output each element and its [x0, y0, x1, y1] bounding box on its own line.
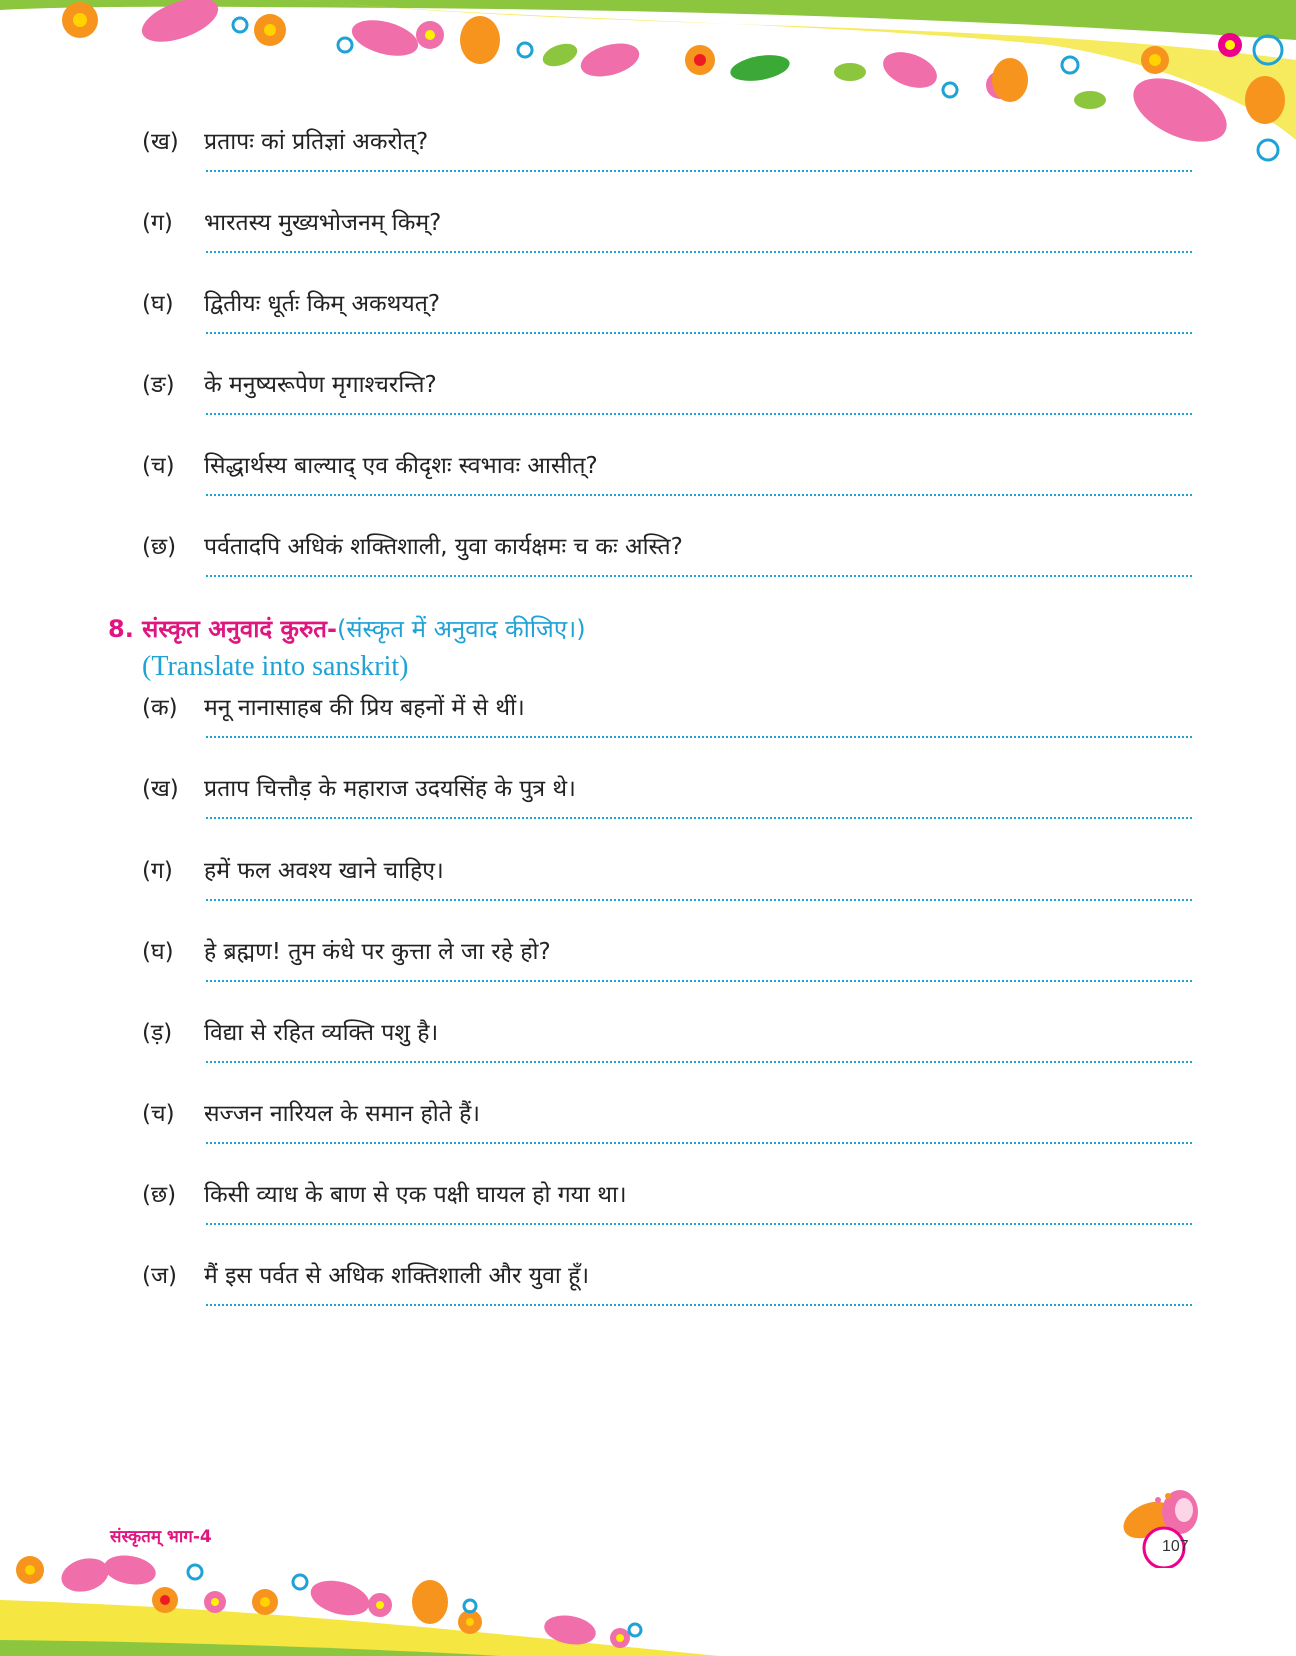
section-english-instruction: (Translate into sanskrit) — [142, 651, 409, 682]
question-text: विद्या से रहित व्यक्ति पशु है। — [204, 1020, 439, 1046]
section-title: 8. संस्कृत अनुवादं कुरुत- — [108, 615, 337, 643]
answer-line[interactable] — [206, 736, 1192, 738]
bottom-decorative-border — [0, 1530, 1296, 1656]
question-item — [142, 450, 1192, 482]
question-item — [142, 207, 1192, 239]
answer-line[interactable] — [206, 413, 1192, 415]
answer-line[interactable] — [206, 494, 1192, 496]
question-marker: (घ) — [142, 939, 174, 965]
question-text: मैं इस पर्वत से अधिक शक्तिशाली और युवा हूँ। — [204, 1263, 590, 1289]
question-item — [142, 936, 1192, 968]
section-heading — [108, 612, 586, 646]
question-item — [142, 1260, 1192, 1292]
answer-line[interactable] — [206, 575, 1192, 577]
question-text: द्वितीयः धूर्तः किम् अकथयत्? — [204, 291, 441, 317]
answer-line[interactable] — [206, 170, 1192, 172]
section-hindi-instruction: (संस्कृत में अनुवाद कीजिए।) — [336, 615, 586, 643]
question-text: किसी व्याध के बाण से एक पक्षी घायल हो गया था। — [204, 1182, 627, 1208]
question-marker: (ङ) — [142, 372, 175, 398]
question-item — [142, 531, 1192, 563]
question-marker: (ज) — [142, 1263, 178, 1289]
question-item — [142, 126, 1192, 158]
answer-line[interactable] — [206, 1223, 1192, 1225]
question-text: हमें फल अवश्य खाने चाहिए। — [204, 858, 444, 884]
answer-line[interactable] — [206, 817, 1192, 819]
question-marker: (च) — [142, 453, 175, 479]
answer-line[interactable] — [206, 1061, 1192, 1063]
question-item — [142, 1098, 1192, 1130]
question-text: प्रताप चित्तौड़ के महाराज उदयसिंह के पुत्र थे। — [204, 776, 576, 802]
question-marker: (ख) — [142, 776, 179, 802]
question-item — [142, 369, 1192, 401]
question-text: सिद्धार्थस्य बाल्याद् एव कीदृशः स्वभावः आसीत्? — [204, 453, 598, 479]
question-marker: (क) — [142, 695, 178, 721]
question-item — [142, 288, 1192, 320]
question-marker: (छ) — [142, 1182, 177, 1208]
question-marker: (ख) — [142, 129, 179, 155]
question-text: के मनुष्यरूपेण मृगाश्चरन्ति? — [204, 372, 437, 398]
question-text: हे ब्रह्मण! तुम कंधे पर कुत्ता ले जा रहे हो? — [204, 939, 551, 965]
answer-line[interactable] — [206, 251, 1192, 253]
page-number: 107 — [1162, 1538, 1189, 1555]
answer-line[interactable] — [206, 899, 1192, 901]
answer-line[interactable] — [206, 1304, 1192, 1306]
question-item — [142, 1179, 1192, 1211]
question-marker: (घ) — [142, 291, 174, 317]
question-item — [142, 1017, 1192, 1049]
question-marker: (ग) — [142, 858, 173, 884]
question-marker: (च) — [142, 1101, 175, 1127]
footer-book-title: संस्कृतम् भाग-4 — [110, 1527, 212, 1547]
answer-line[interactable] — [206, 332, 1192, 334]
question-item — [142, 855, 1192, 887]
question-marker: (ड़) — [142, 1020, 173, 1046]
question-text: सज्जन नारियल के समान होते हैं। — [204, 1101, 481, 1127]
question-text: भारतस्य मुख्यभोजनम् किम्? — [204, 210, 442, 236]
question-marker: (ग) — [142, 210, 173, 236]
question-marker: (छ) — [142, 534, 177, 560]
question-item — [142, 692, 1192, 724]
question-text: पर्वतादपि अधिकं शक्तिशाली, युवा कार्यक्षमः च कः अस्ति? — [204, 534, 683, 560]
answer-line[interactable] — [206, 1142, 1192, 1144]
question-text: मनू नानासाहब की प्रिय बहनों में से थीं। — [204, 695, 525, 721]
question-item — [142, 773, 1192, 805]
question-text: प्रतापः कां प्रतिज्ञां अकरोत्? — [204, 129, 429, 155]
answer-line[interactable] — [206, 980, 1192, 982]
